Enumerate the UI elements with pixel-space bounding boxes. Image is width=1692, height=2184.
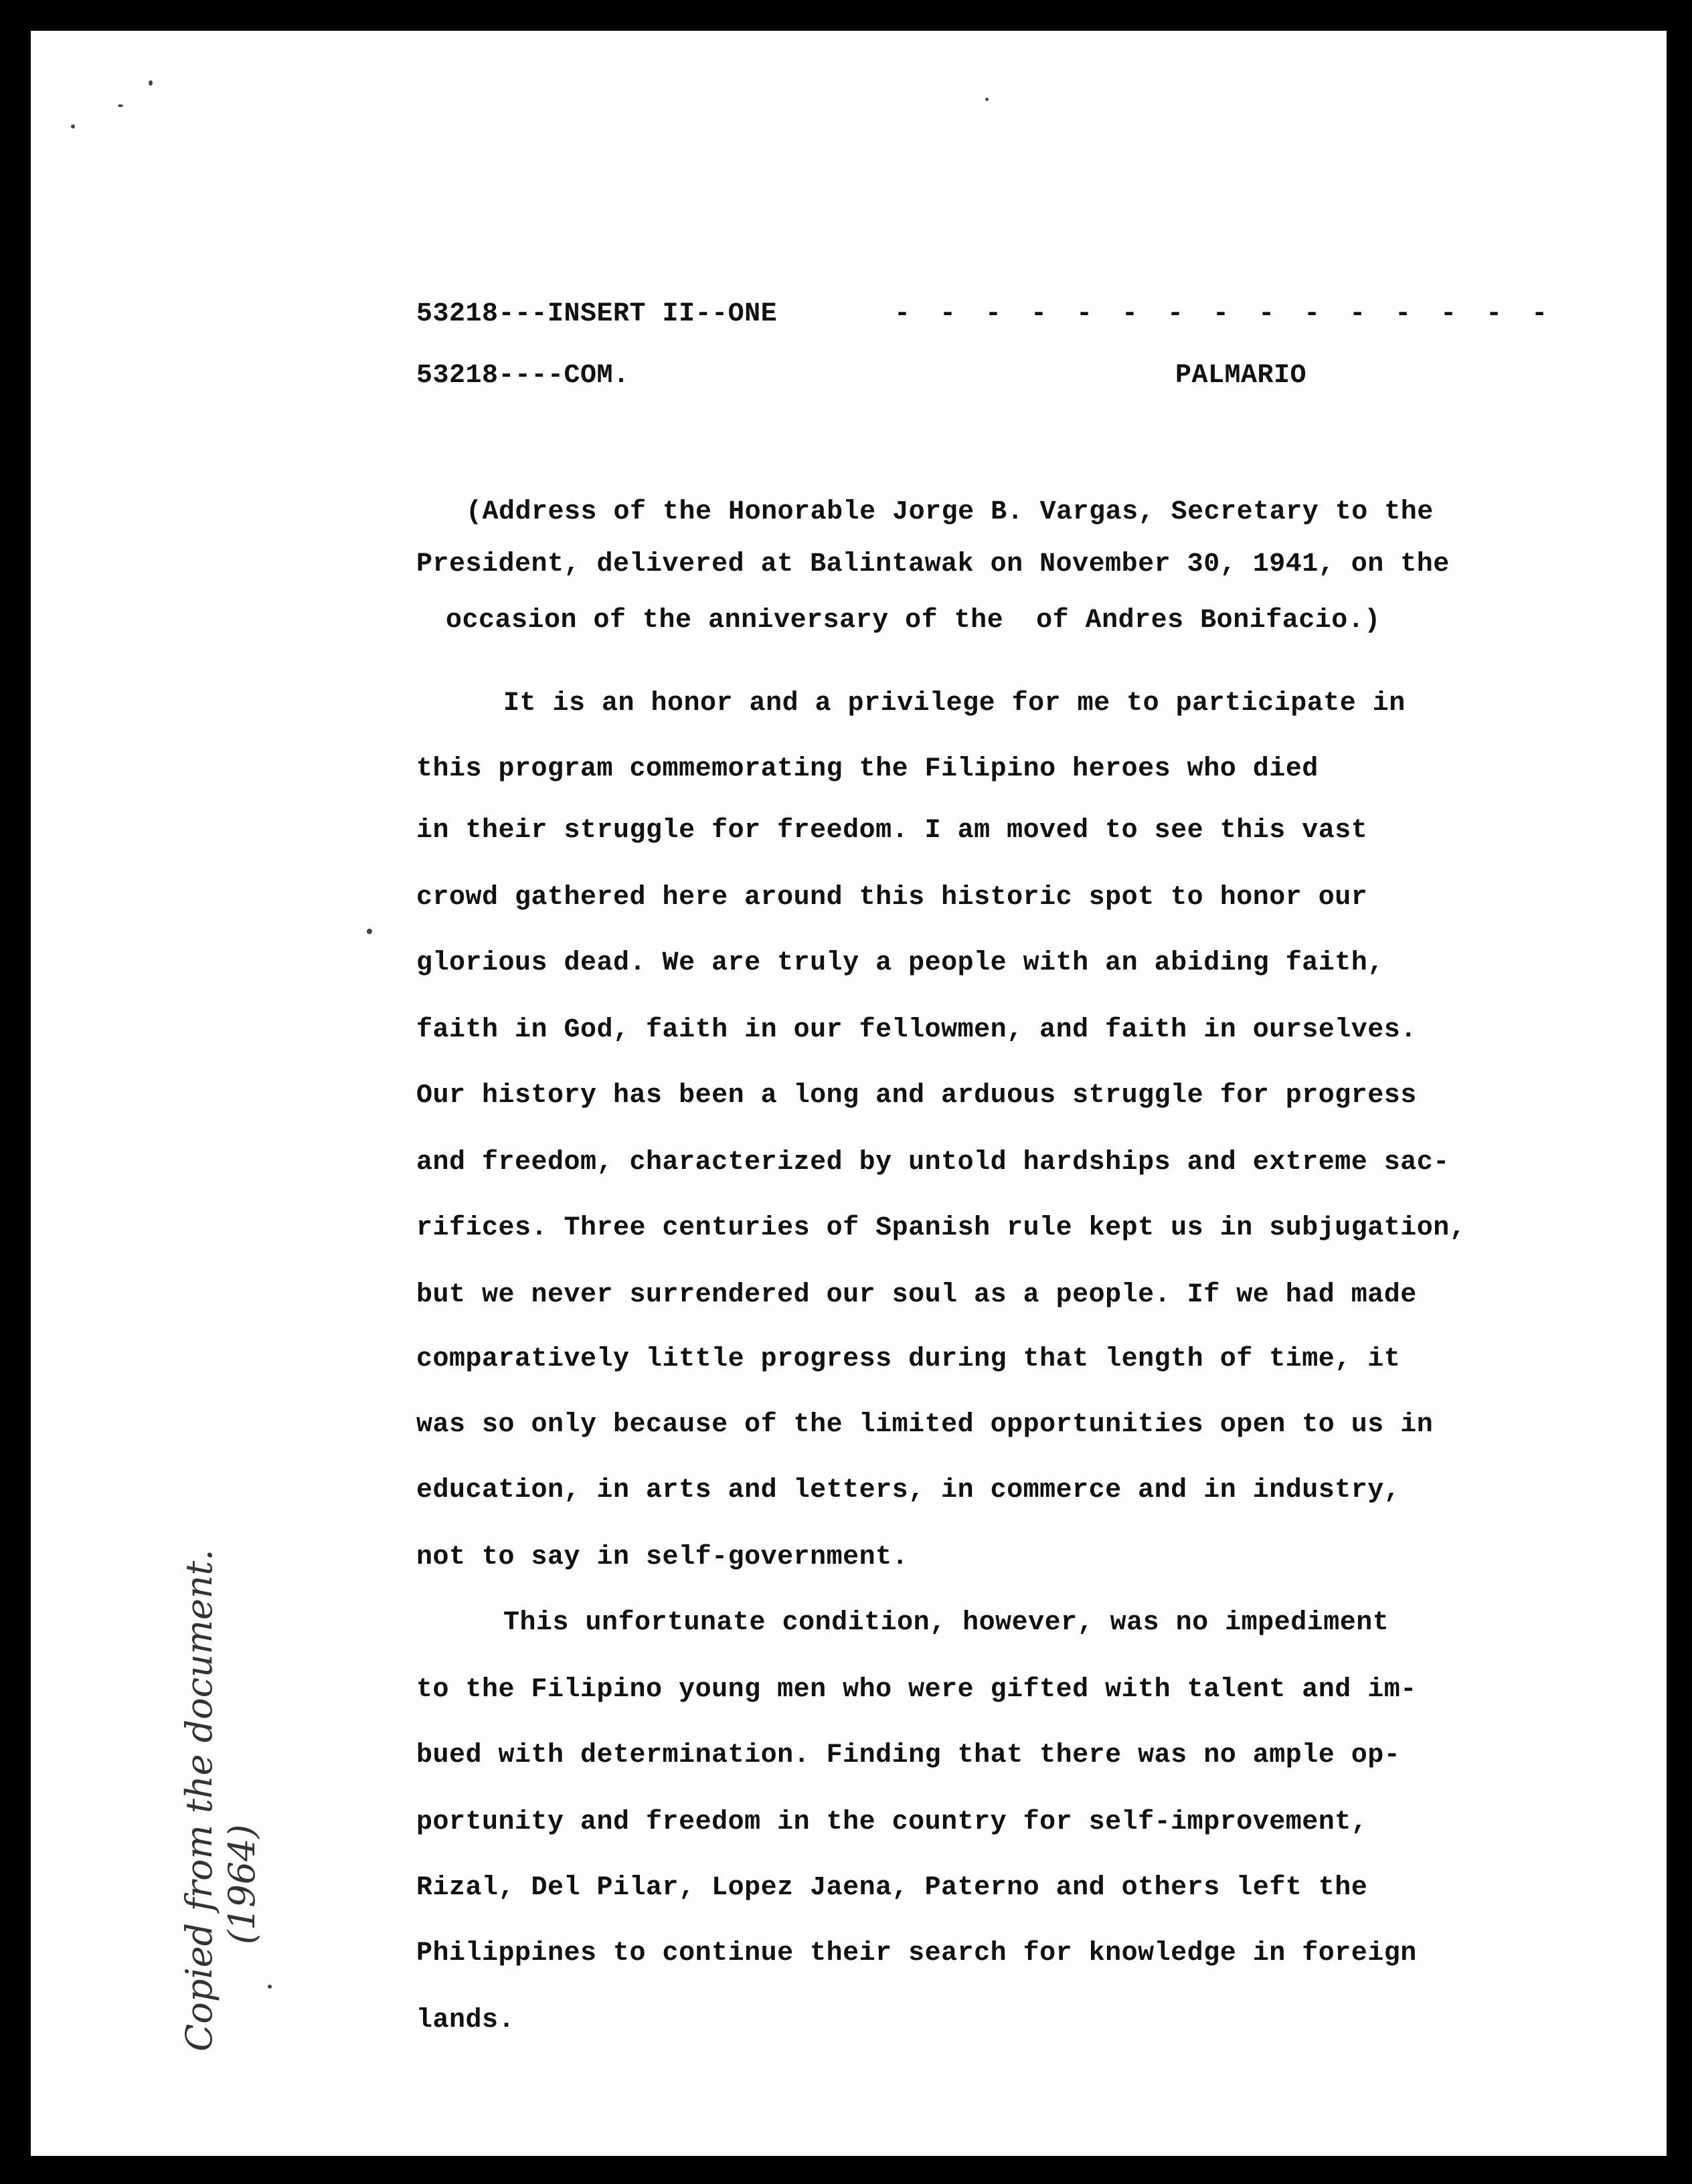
scan-speck — [118, 104, 123, 107]
body-line: crowd gathered here around this historic spot to honor our — [416, 883, 1368, 913]
margin-note-year: (1964) — [221, 1824, 263, 1944]
body-line: Rizal, Del Pilar, Lopez Jaena, Paterno and others left the — [416, 1873, 1368, 1903]
body-line: This unfortunate condition, however, was no impediment — [503, 1608, 1389, 1638]
body-line: rifices. Three centuries of Spanish rule kept us in subjugation, — [416, 1213, 1466, 1243]
margin-note-line: Copied from the document. — [178, 1549, 220, 2052]
scan-speck — [367, 929, 372, 934]
body-line: and freedom, characterized by untold hardships and extreme sac- — [416, 1148, 1450, 1178]
intro-line: President, delivered at Balintawak on November 30, 1941, on the — [416, 549, 1450, 579]
body-line: to the Filipino young men who were gifted with talent and im- — [416, 1675, 1417, 1705]
body-line: lands. — [416, 2005, 515, 2035]
intro-line: (Address of the Honorable Jorge B. Vargas, Secretary to the — [466, 497, 1434, 527]
scan-speck — [985, 98, 989, 101]
body-line: bued with determination. Finding that there was no ample op- — [416, 1740, 1401, 1770]
body-line: but we never surrendered our soul as a people. If we had made — [416, 1280, 1417, 1310]
scan-speck — [149, 80, 153, 86]
document-page — [31, 31, 1667, 2156]
scan-speck — [268, 1985, 272, 1989]
header-file-number: 53218---INSERT II--ONE — [416, 299, 778, 329]
body-line: not to say in self-government. — [416, 1542, 909, 1572]
header-file-number-com: 53218----COM. — [416, 361, 630, 391]
intro-line: occasion of the anniversary of the of Andres Bonifacio.) — [446, 606, 1381, 636]
body-line: was so only because of the limited opportunities open to us in — [416, 1410, 1434, 1440]
body-line: Philippines to continue their search for knowledge in foreign — [416, 1938, 1417, 1969]
scan-speck — [71, 124, 75, 128]
body-line: this program commemorating the Filipino heroes who died — [416, 754, 1319, 784]
body-line: Our history has been a long and arduous struggle for progress — [416, 1081, 1417, 1111]
header-dash-rule: - - - - - - - - - - - - - - - — [894, 299, 1555, 329]
body-line: in their struggle for freedom. I am moved to see this vast — [416, 816, 1368, 846]
body-line: education, in arts and letters, in commerce and in industry, — [416, 1475, 1401, 1506]
body-line: comparatively little progress during that length of time, it — [416, 1344, 1401, 1374]
body-line: It is an honor and a privilege for me to participate in — [503, 689, 1406, 719]
body-line: faith in God, faith in our fellowmen, and faith in ourselves. — [416, 1015, 1417, 1045]
header-author: PALMARIO — [1175, 361, 1307, 391]
handwritten-margin-note — [178, 1449, 264, 2052]
body-line: portunity and freedom in the country for self-improvement, — [416, 1807, 1368, 1837]
body-line: glorious dead. We are truly a people with an abiding faith, — [416, 948, 1384, 978]
